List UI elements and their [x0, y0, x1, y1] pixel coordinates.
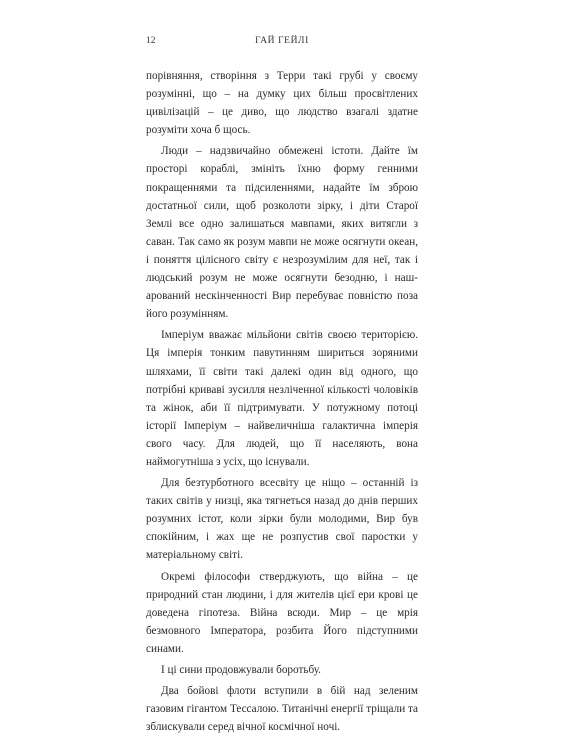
body-text [146, 67, 418, 739]
paragraph: Окремі філософи стверджують, що війна – це природний стан людини, і для жителів цієї ери крові це доведена гіпотеза. Війна всюди. Мир – це мрія безмовного Імператора, розбита Його підступними синами. [146, 570, 418, 655]
running-title: ГАЙ ГЕЙЛІ [255, 36, 309, 46]
paragraph: Імперіум вважає мільйони світів своєю територією. Ця імперія тонким павутинням шириться зоряними шляхами, її світи такі далекі один від одного, що потрібні криваві зусилля незліченної кількості чоловіків та жінок, аби її підтримувати. У потужному потоці історії Імперіум – найвеличніша галактична імперія свого часу. Для людей, що її населяють, вона наймогутніша з усіх, що існували. [146, 329, 418, 468]
page-number: 12 [146, 36, 156, 46]
paragraph: порівняння, створіння з Терри такі грубі у своєму розумінні, що – на думку цих більш просвітлених цивілізацій – це диво, що людство взагалі здатне розуміти хоча б щось. [146, 70, 418, 137]
paragraph: Для безтурботного всесвіту це ніщо – останній із таких світів у низці, яка тягнеться назад до днів перших розумних істот, коли зірки були молодими, Вир був спокійним, і жах ще не розпустив свої паростки у матеріальному світі. [146, 477, 418, 562]
running-head [146, 34, 418, 48]
paragraph: І ці сини продовжували боротьбу. [161, 664, 321, 676]
paragraph: Два бойові флоти вступили в бій над зеленим газовим гігантом Тессалою. Титанічні енергії тріщали та зблискували серед вічної космічної ночі. [146, 685, 418, 734]
paragraph: Люди – надзвичайно обмежені істоти. Дайте їм просторі кораблі, змініть їхню форму генними покращеннями та підсиленнями, надайте їм зброю достатньої сили, щоб розколоти зірку, і діти Старої Землі все одно залишаться мавпами, яких витягли з саван. Так само як розум мавпи не може осягнути океан, і поняття цілісного світу є незрозумілим для неї, так і людський розум не може осягнути безодню, і нашарований нескінченності Вир перебуває повністю поза його розумінням. [146, 145, 418, 321]
